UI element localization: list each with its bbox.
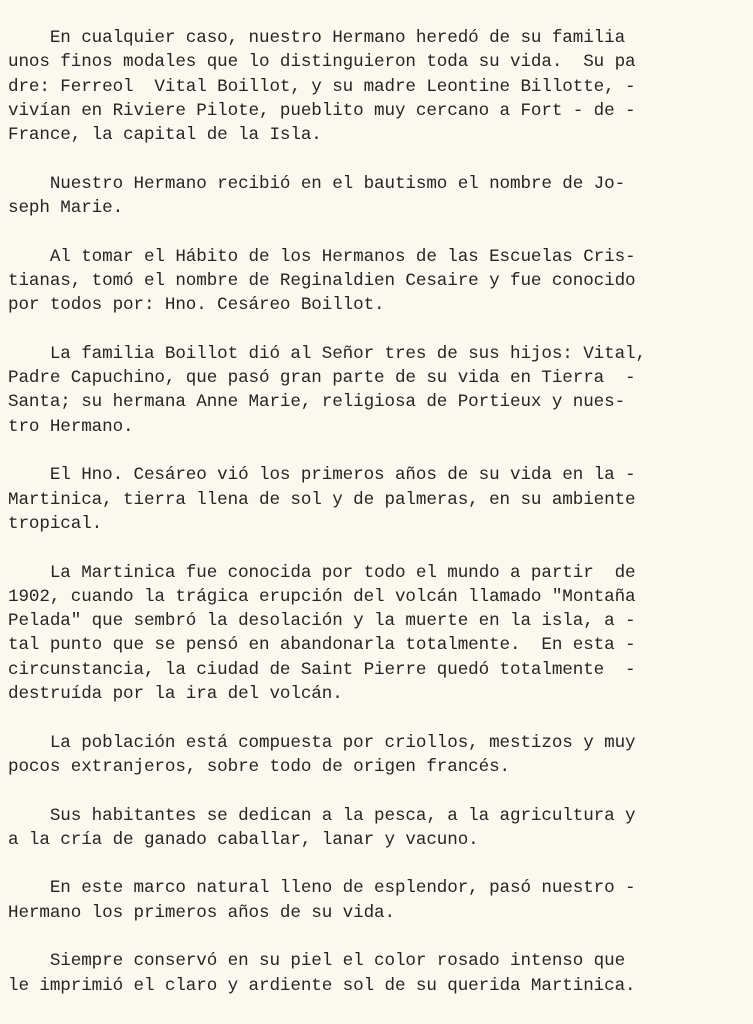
text-line: tropical. — [8, 513, 103, 534]
paragraph — [8, 949, 743, 998]
text-line: Santa; su hermana Anne Marie, religiosa de Portieux y nues- — [8, 392, 626, 413]
text-line: La Martinica fue conocida por todo el mundo a partir de — [8, 562, 636, 583]
text-line: unos finos modales que lo distinguieron toda su vida. Su pa — [8, 52, 636, 73]
text-line: En este marco natural lleno de esplendor, pasó nuestro - — [8, 878, 636, 899]
text-line: Nuestro Hermano recibió en el bautismo el nombre de Jo- — [8, 173, 626, 194]
text-line: a la cría de ganado caballar, lanar y vacuno. — [8, 829, 479, 850]
text-line: tro Hermano. — [8, 416, 134, 437]
text-line: destruída por la ira del volcán. — [8, 684, 343, 705]
text-line: La familia Boillot dió al Señor tres de sus hijos: Vital, — [8, 343, 646, 364]
text-line: Al tomar el Hábito de los Hermanos de las Escuelas Cris- — [8, 246, 636, 267]
text-line: pocos extranjeros, sobre todo de origen francés. — [8, 756, 510, 777]
paragraph — [8, 876, 743, 925]
paragraph — [8, 561, 743, 707]
text-line: dre: Ferreol Vital Boillot, y su madre Leontine Billotte, - — [8, 76, 636, 97]
text-line: 1902, cuando la trágica erupción del volcán llamado "Montaña — [8, 586, 636, 607]
text-line: France, la capital de la Isla. — [8, 125, 322, 146]
paragraph — [8, 245, 743, 318]
text-line: le imprimió el claro y ardiente sol de su querida Martinica. — [8, 975, 636, 996]
text-line: Hermano los primeros años de su vida. — [8, 902, 395, 923]
text-line: El Hno. Cesáreo vió los primeros años de su vida en la - — [8, 465, 636, 486]
paragraph — [8, 731, 743, 780]
text-line: por todos por: Hno. Cesáreo Boillot. — [8, 295, 385, 316]
paragraph — [8, 172, 743, 221]
body-text — [8, 26, 743, 1022]
text-line: En cualquier caso, nuestro Hermano heredó de su familia — [8, 28, 626, 48]
text-line: Padre Capuchino, que pasó gran parte de su vida en Tierra - — [8, 368, 636, 389]
text-line: tal punto que se pensó en abandonarla totalmente. En esta - — [8, 635, 636, 656]
paragraph — [8, 26, 743, 147]
text-line: Martinica, tierra llena de sol y de palmeras, en su ambiente — [8, 489, 636, 510]
text-line: Pelada" que sembró la desolación y la muerte en la isla, a - — [8, 611, 636, 632]
text-line: circunstancia, la ciudad de Saint Pierre quedó totalmente - — [8, 659, 636, 680]
text-line: Sus habitantes se dedican a la pesca, a la agricultura y — [8, 805, 636, 826]
paragraph — [8, 342, 743, 439]
text-line: vivían en Riviere Pilote, pueblito muy cercano a Fort - de - — [8, 100, 636, 121]
text-line: tianas, tomó el nombre de Reginaldien Cesaire y fue conocido — [8, 270, 636, 291]
text-line: seph Marie. — [8, 198, 124, 219]
text-line: La población está compuesta por criollos, mestizos y muy — [8, 732, 636, 753]
text-line: Siempre conservó en su piel el color rosado intenso que — [8, 951, 626, 972]
paragraph — [8, 804, 743, 853]
paragraph — [8, 463, 743, 536]
